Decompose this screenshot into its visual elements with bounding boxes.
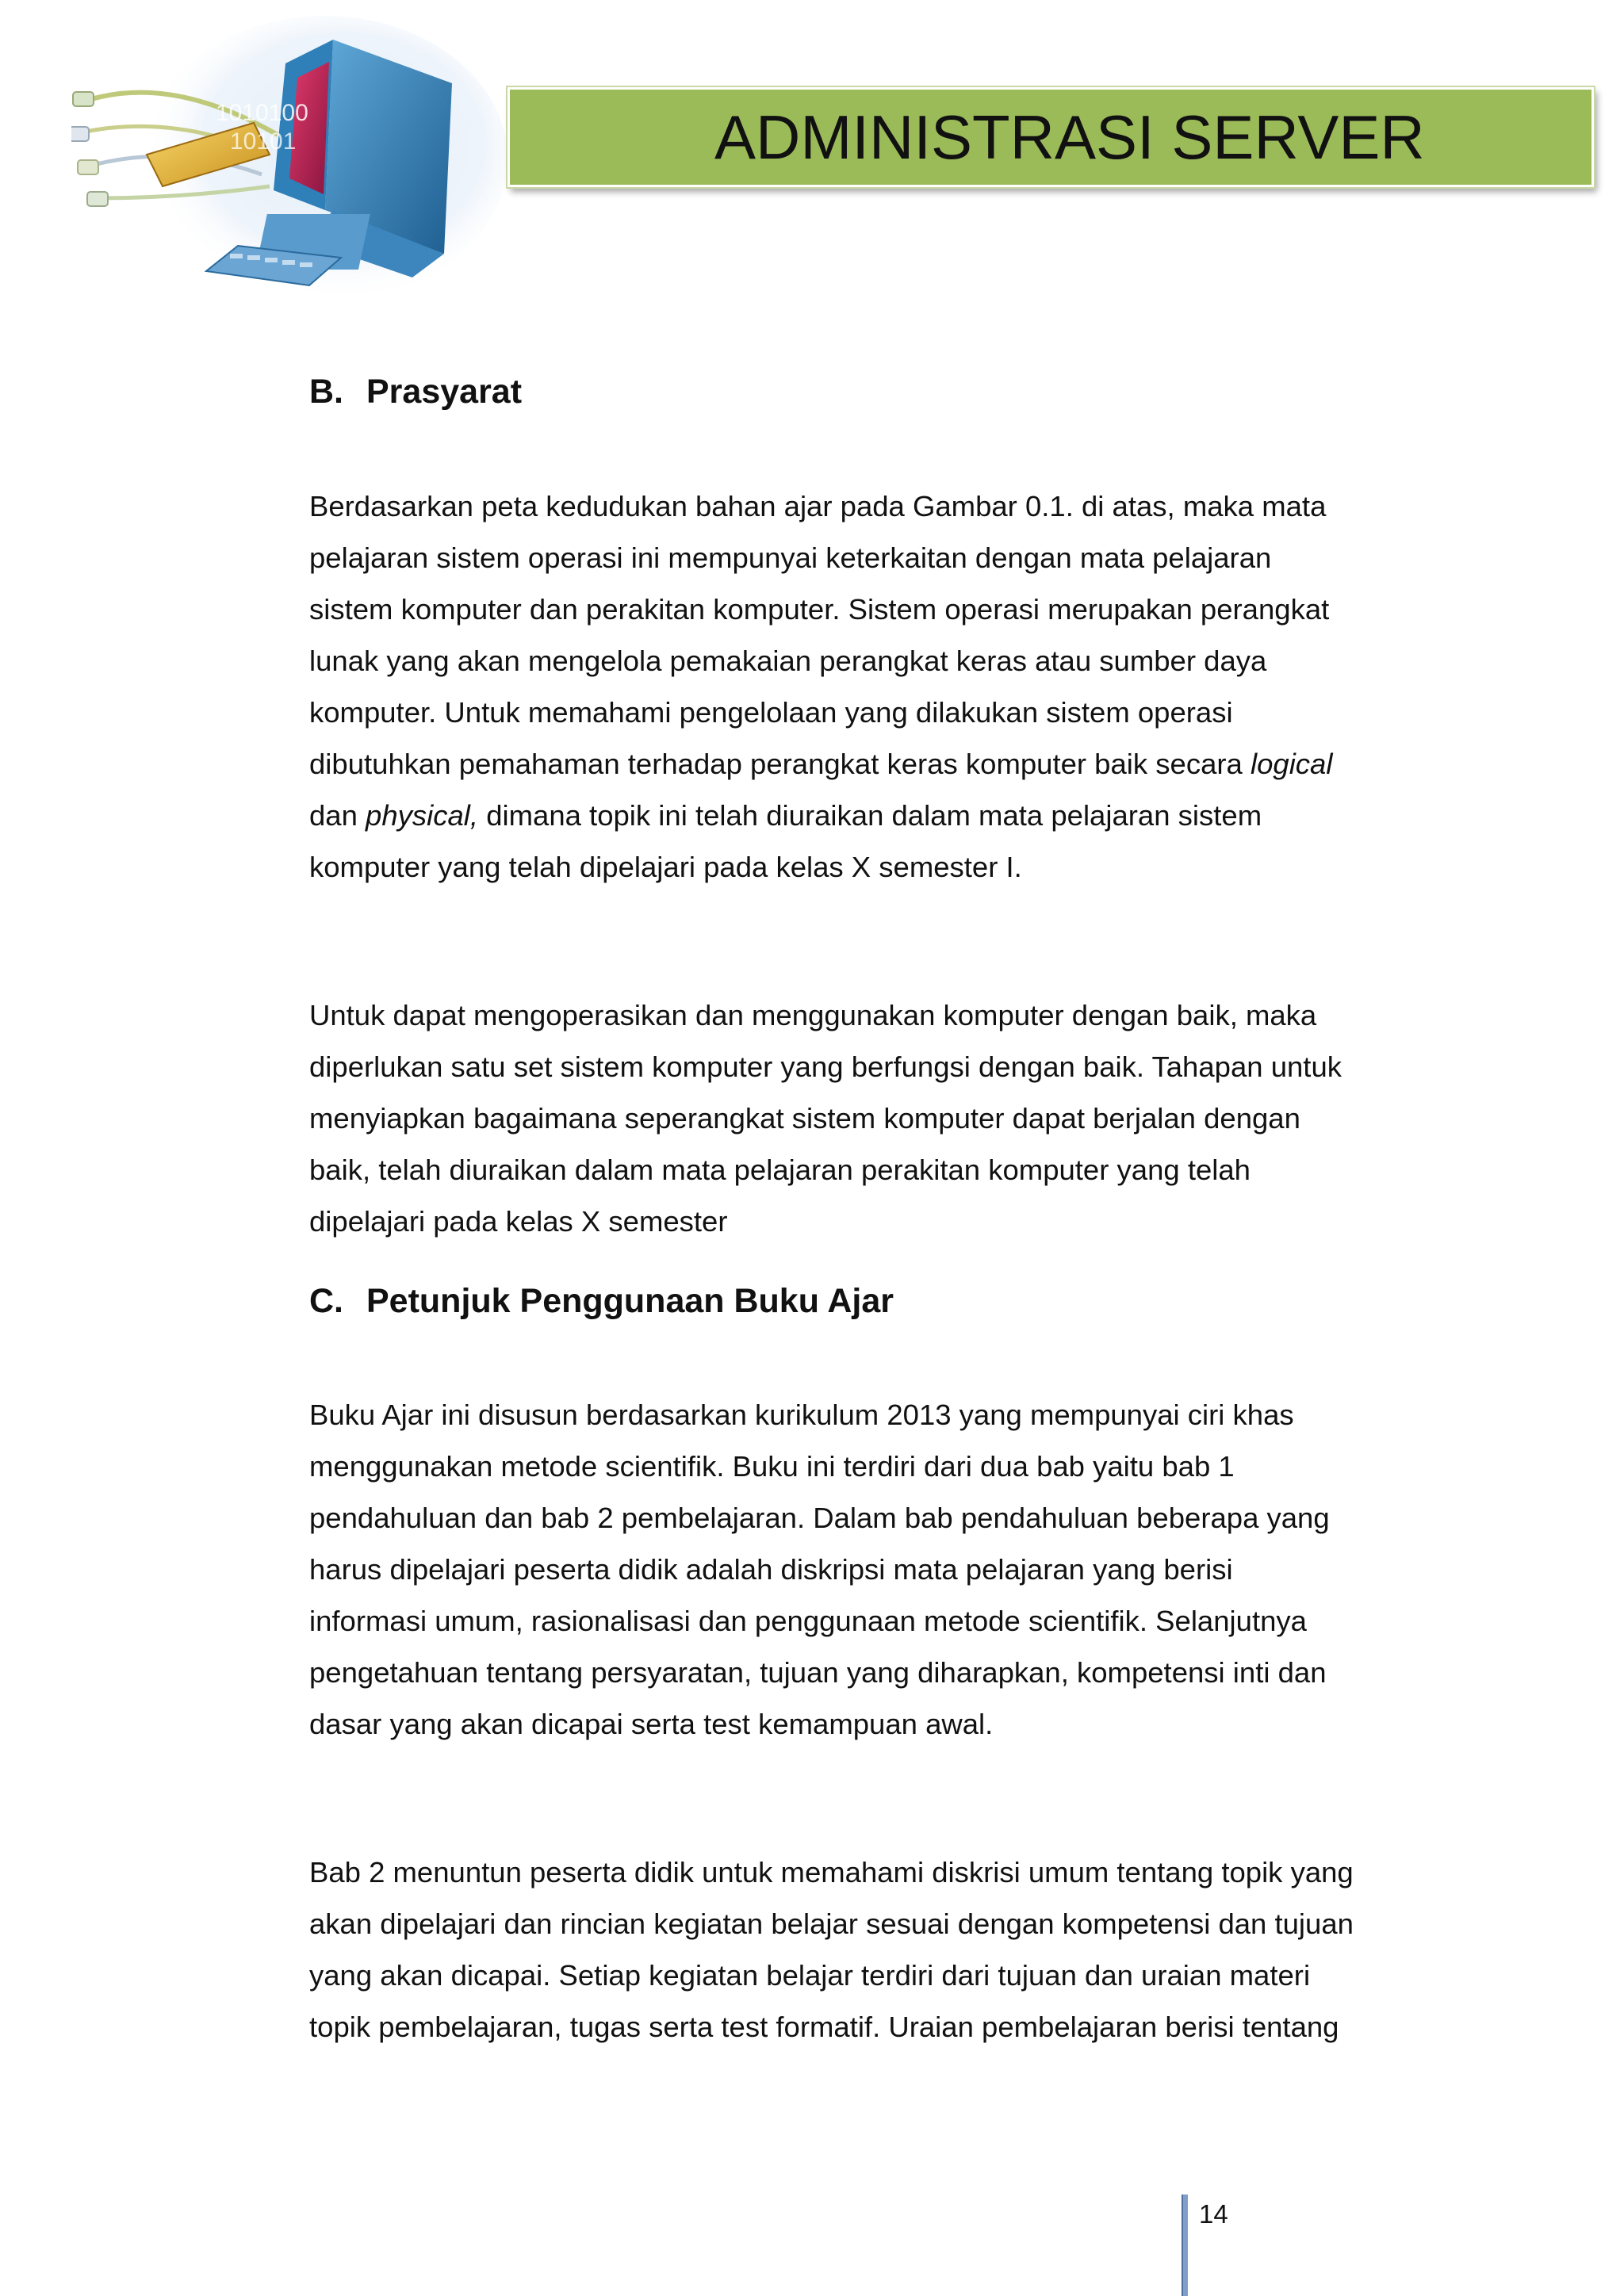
section-heading-prasyarat [309,373,522,411]
paragraph [309,1846,1404,2053]
text-line: dan physical, dimana topik ini telah diuraikan dalam mata pelajaran sistem [309,799,1262,832]
italic-term: physical, [366,799,479,832]
text-line: pendahuluan dan bab 2 pembelajaran. Dalam bab pendahuluan beberapa yang [309,1502,1330,1534]
text-line: pelajaran sistem operasi ini mempunyai keterkaitan dengan mata pelajaran [309,541,1272,574]
text-line: Bab 2 menuntun peserta didik untuk memahami diskrisi umum tentang topik yang [309,1856,1354,1888]
paragraph [309,480,1404,893]
text-line: menggunakan metode scientifik. Buku ini terdiri dari dua bab yaitu bab 1 [309,1450,1235,1483]
section-letter: C. [309,1282,343,1320]
page-number: 14 [1199,2199,1228,2229]
text-line: topik pembelajaran, tugas serta test formatif. Uraian pembelajaran berisi tentang [309,2011,1339,2043]
page-number-divider [1182,2195,1188,2296]
text-line: komputer. Untuk memahami pengelolaan yang dilakukan sistem operasi [309,696,1233,729]
computer-network-icon [71,16,515,301]
text-line: Berdasarkan peta kedudukan bahan ajar pada Gambar 0.1. di atas, maka mata [309,490,1327,522]
text-line: dibutuhkan pemahaman terhadap perangkat keras komputer baik secara logical [309,748,1333,780]
text-line: diperlukan satu set sistem komputer yang berfungsi dengan baik. Tahapan untuk [309,1050,1342,1083]
text-line: baik, telah diuraikan dalam mata pelajaran perakitan komputer yang telah [309,1154,1251,1186]
text-line: dasar yang akan dicapai serta test kemampuan awal. [309,1708,994,1740]
text-line: Buku Ajar ini disusun berdasarkan kurikulum 2013 yang mempunyai ciri khas [309,1399,1294,1431]
section-heading-petunjuk [309,1282,894,1321]
text-line: pengetahuan tentang persyaratan, tujuan yang diharapkan, kompetensi inti dan [309,1656,1327,1689]
section-letter: B. [309,373,343,411]
text-line: dipelajari pada kelas X semester [309,1205,728,1238]
svg-text:1010100: 1010100 [216,100,308,126]
paragraph [309,1389,1404,1750]
text-line: lunak yang akan mengelola pemakaian perangkat keras atau sumber daya [309,645,1267,677]
section-title: Prasyarat [366,373,523,411]
text-line: menyiapkan bagaimana seperangkat sistem komputer dapat berjalan dengan [309,1102,1300,1135]
paragraph [309,989,1404,1247]
text-line: sistem komputer dan perakitan komputer. Sistem operasi merupakan perangkat [309,593,1330,626]
text-line: akan dipelajari dan rincian kegiatan belajar sesuai dengan kompetensi dan tujuan [309,1908,1354,1940]
section-title: Petunjuk Penggunaan Buku Ajar [366,1282,894,1320]
text-line: Untuk dapat mengoperasikan dan menggunakan komputer dengan baik, maka [309,999,1317,1031]
text-line: komputer yang telah dipelajari pada kelas X semester I. [309,851,1022,883]
text-line: yang akan dicapai. Setiap kegiatan belajar terdiri dari tujuan dan uraian materi [309,1959,1311,1992]
svg-text:10101: 10101 [230,128,297,155]
document-title: ADMINISTRASI SERVER [714,102,1425,172]
title-banner [508,87,1594,187]
text-line: informasi umum, rasionalisasi dan penggunaan metode scientifik. Selanjutnya [309,1605,1307,1637]
italic-term: logical [1250,748,1333,780]
text-line: harus dipelajari peserta didik adalah diskripsi mata pelajaran yang berisi [309,1553,1233,1586]
